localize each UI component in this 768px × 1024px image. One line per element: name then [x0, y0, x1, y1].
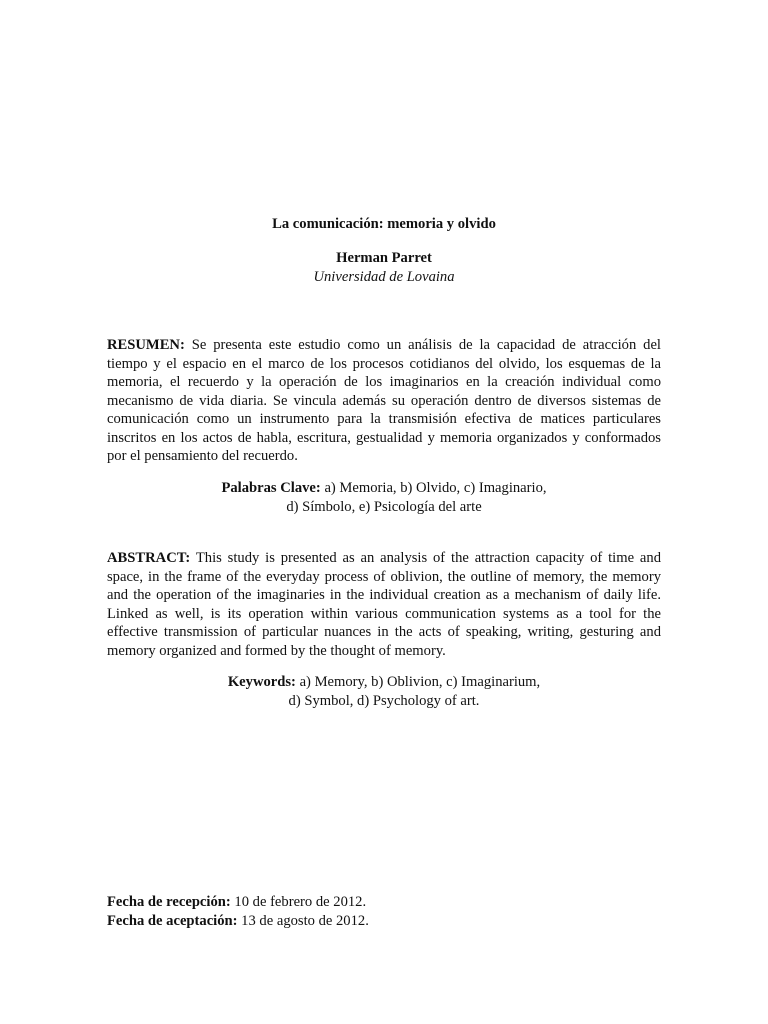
- author-block: [107, 249, 661, 286]
- keywords-block: [107, 673, 661, 710]
- abstract-text: This study is presented as an analysis of the attraction capacity of time and space, in the frame of the everyday process of oblivion, the outline of memory, the memory and the operation of the imaginaries in the individual creation as a mechanism of daily life. Linked as well, is its operation within various communication systems as a tool for the effective transmission of particular nuances in the acts of speaking, writing, gesturing and memory organized and formed by the thought of memory.: [107, 550, 661, 659]
- reception-value: 10 de febrero de 2012.: [234, 894, 367, 910]
- keywords-label: Keywords:: [227, 674, 296, 690]
- palabras-clave-label: Palabras Clave:: [221, 480, 321, 496]
- paper-title: La comunicación: memoria y olvido: [272, 216, 496, 232]
- reception-label: Fecha de recepción:: [107, 894, 231, 910]
- resumen-label: RESUMEN:: [107, 337, 185, 353]
- acceptance-label: Fecha de aceptación:: [107, 912, 238, 929]
- acceptance-value: 13 de agosto de 2012.: [241, 912, 369, 929]
- palabras-clave-line1: a) Memoria, b) Olvido, c) Imaginario,: [324, 480, 547, 496]
- abstract-label: ABSTRACT:: [107, 550, 191, 566]
- resumen-paragraph: [107, 336, 661, 466]
- acceptance-date: [107, 912, 369, 931]
- author-name: Herman Parret: [336, 250, 432, 266]
- dates-block: [107, 893, 369, 930]
- author-affiliation: Universidad de Lovaina: [313, 268, 455, 285]
- palabras-clave-line2: d) Símbolo, e) Psicología del arte: [286, 498, 482, 515]
- keywords-line1: a) Memory, b) Oblivion, c) Imaginarium,: [299, 674, 541, 690]
- palabras-clave-block: [107, 479, 661, 516]
- keywords-line2: d) Symbol, d) Psychology of art.: [288, 692, 480, 709]
- resumen-text: Se presenta este estudio como un análisis de la capacidad de atracción del tiempo y el espacio en el marco de los procesos cotidianos del olvido, los esquemas de la memoria, el recuerdo y la operación de los imaginarios en la creación individual como mecanismo de vida diaria. Se vincula además su operación dentro de diversos sistemas de comunicación como un instrumento para la transmisión efectiva de matices particulares inscritos en los actos de habla, escritura, gestualidad y memoria organizados y conformados por el pensamiento del recuerdo.: [107, 337, 661, 464]
- abstract-paragraph: [107, 549, 661, 660]
- reception-date: [107, 893, 369, 912]
